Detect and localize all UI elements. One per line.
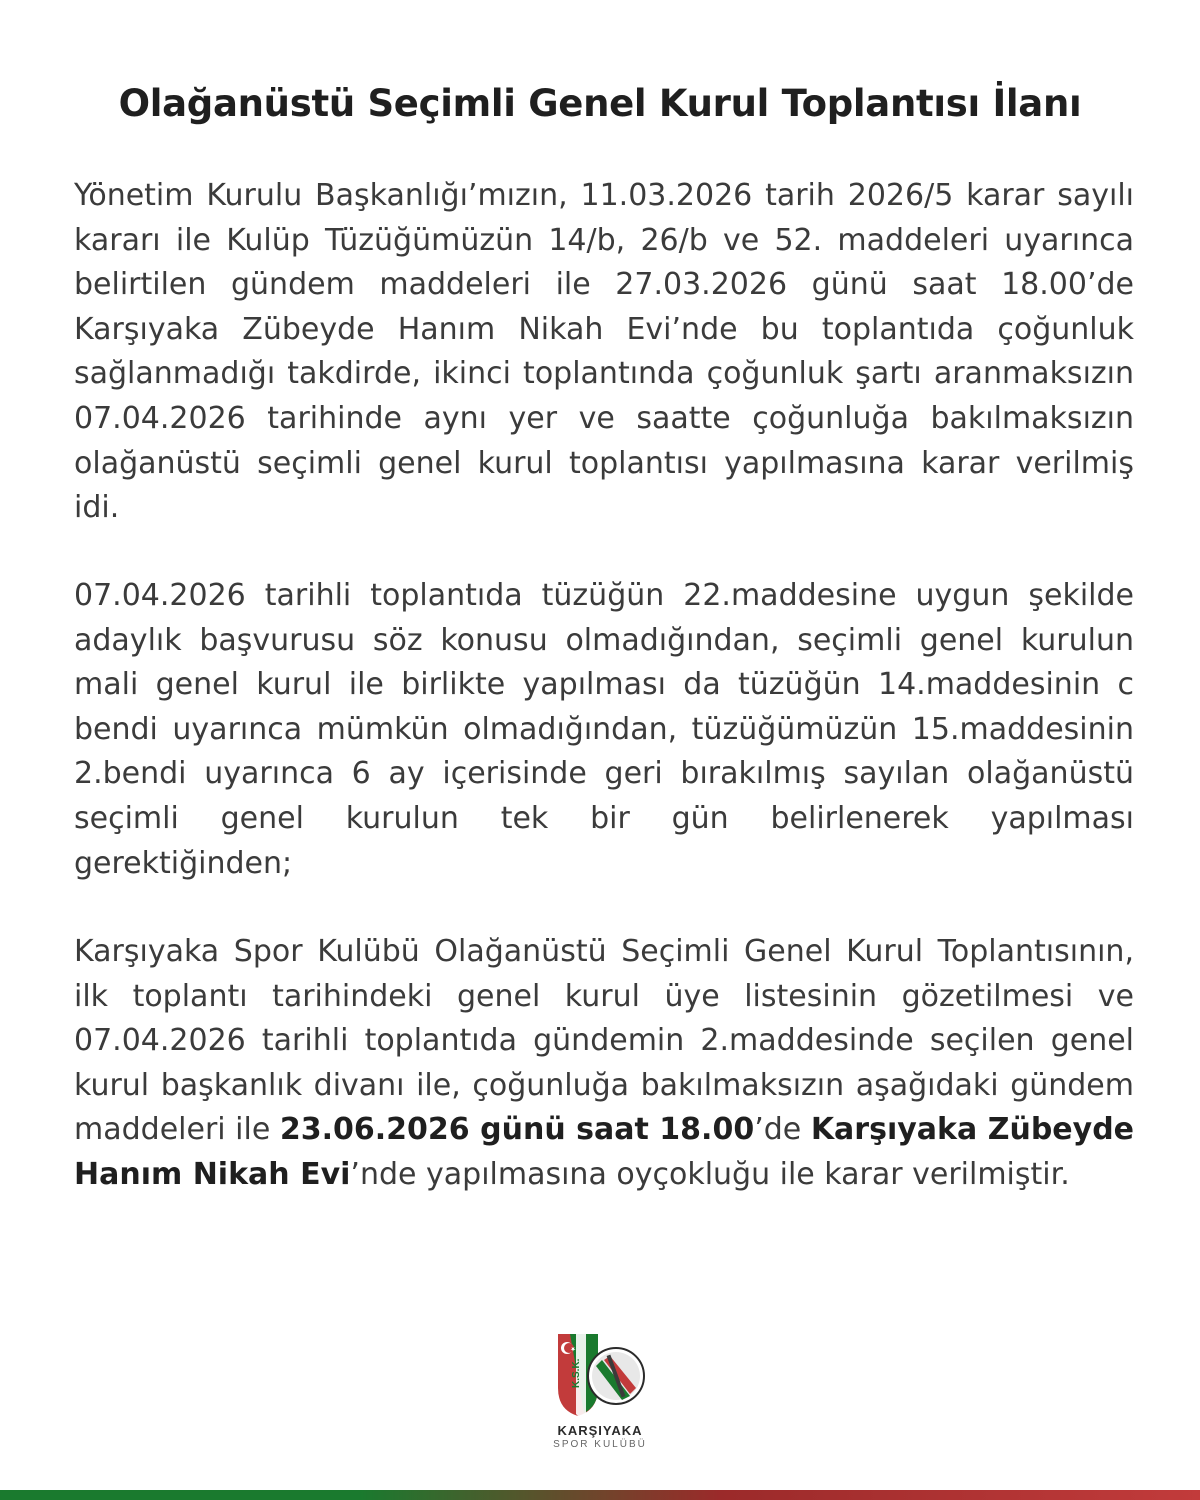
meeting-venue: Karşıyaka Zübeyde Hanım Nikah Evi bbox=[74, 1112, 1135, 1192]
club-crest-icon bbox=[530, 1330, 670, 1420]
announcement-title: Olağanüstü Seçimli Genel Kurul Toplantısı İlanı bbox=[118, 82, 1082, 125]
club-logo bbox=[530, 1330, 670, 1470]
paragraph-3-text: ’de bbox=[754, 1112, 811, 1148]
paragraph-3 bbox=[74, 930, 1134, 1198]
paragraph-3-text: ’nde yapılmasına oyçokluğu ile karar verilmiştir. bbox=[350, 1156, 1070, 1192]
club-subtitle: SPOR KULÜBÜ bbox=[553, 1439, 647, 1450]
club-name: KARŞIYAKA bbox=[557, 1423, 643, 1438]
paragraph-1: Yönetim Kurulu Başkanlığı’mızın, 11.03.2026 tarih 2026/5 karar sayılı kararı ile Kulüp Tüzüğümüzün 14/b, 26/b ve 52. maddeleri uyarınca belirtilen gündem maddeleri ile 27.03.2026 günü saat 18.00’de Karşıyaka Zübeyde Hanım Nikah Evi’nde bu toplantıda çoğunluk sağlanmadığı takdirde, ikinci toplantında çoğunluk şartı aranmaksızın 07.04.2026 tarihinde aynı yer ve saatte çoğunluğa bakılmaksızın olağanüstü seçimli genel kurul toplantısı yapılmasına karar verilmiş idi. bbox=[74, 178, 1134, 526]
bottom-color-bar bbox=[0, 1490, 1200, 1500]
meeting-date: 23.06.2026 günü saat 18.00 bbox=[279, 1112, 755, 1148]
paragraph-3-text: Karşıyaka Spor Kulübü Olağanüstü Seçimli Genel Kurul Toplantısının, ilk toplantı tarihindeki genel kurul üye listesinin gözetilmesi ve 07.04.2026 tarihli toplantıda gündemin 2.maddesinde seçilen genel kurul başkanlık divanı ile, çoğunluğa bakılmaksızın aşağıdaki gündem maddeleri ile bbox=[74, 934, 1134, 1148]
crest-initials: K.S.K. bbox=[571, 1358, 582, 1388]
paragraph-2: 07.04.2026 tarihli toplantıda tüzüğün 22.maddesine uygun şekilde adaylık başvurusu söz konusu olmadığından, seçimli genel kurulun mali genel kurul ile birlikte yapılması da tüzüğün 14.maddesinin c bendi uyarınca mümkün olmadığından, tüzüğümüzün 15.maddesinin 2.bendi uyarınca 6 ay içerisinde geri bırakılmış sayılan olağanüstü seçimli genel kurulun tek bir gün belirlenerek yapılması gerektiğinden; bbox=[74, 578, 1134, 881]
